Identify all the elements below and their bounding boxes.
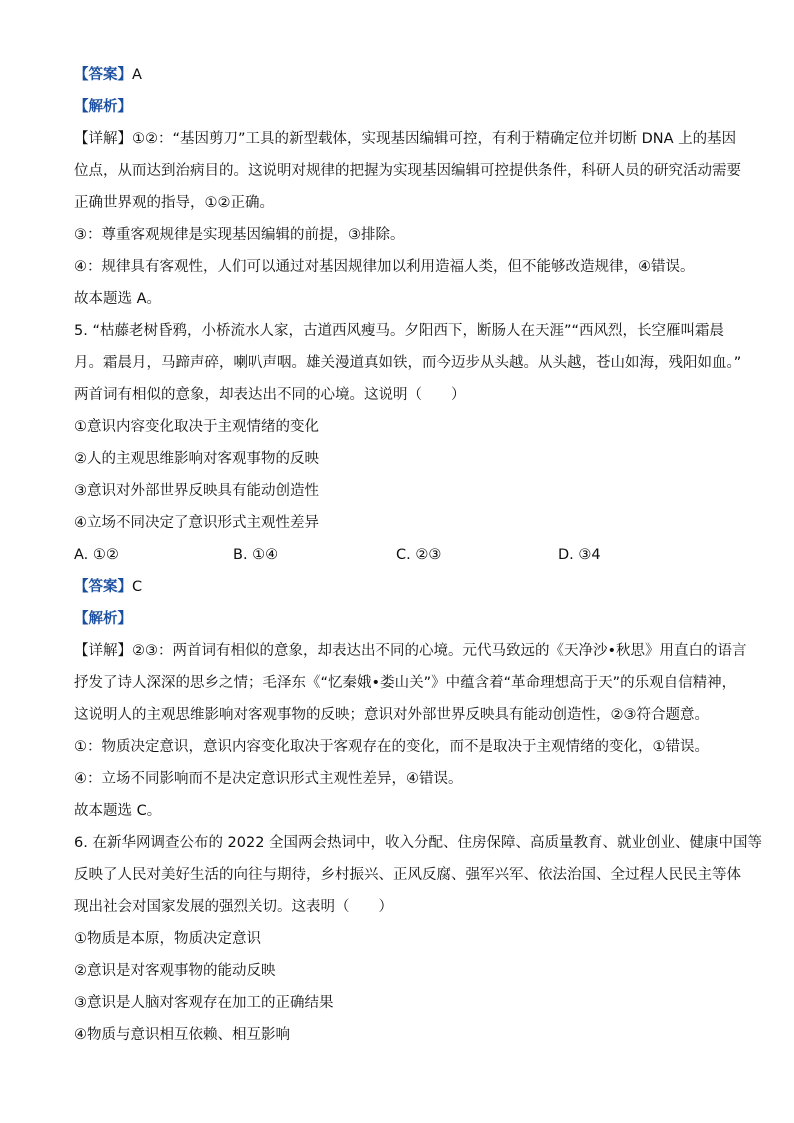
q6-stem-line1: 6. 在新华网调查公布的 2022 全国两会热词中，收入分配、住房保障、高质量教育、就业创业、健康中国等 — [74, 835, 763, 851]
q5-detail-line2: 抒发了诗人深深的思乡之情；毛泽东《“忆秦娥•娄山关”》中蕴含着“革命理想高于天”的乐观自信精神， — [74, 675, 737, 691]
q4-note4: ④：规律具有客观性，人们可以通过对基因规律加以利用造福人类，但不能够改造规律，④错误。 — [74, 259, 695, 275]
q5-detail-line3: 这说明人的主观思维影响对客观事物的反映；意识对外部世界反映具有能动创造性，②③符合题意。 — [74, 707, 709, 723]
analysis-tag: 【解析】 — [74, 99, 132, 115]
q5-note4: ④：立场不同影响而不是决定意识形式主观性差异，④错误。 — [74, 771, 463, 787]
q4-analysis-heading — [74, 97, 132, 117]
q5-option-d: D. ③4 — [558, 547, 601, 563]
detail-tag: 【详解】 — [74, 131, 132, 147]
q4-conclusion: 故本题选 A。 — [74, 291, 162, 307]
q5-conclusion: 故本题选 C。 — [74, 803, 162, 819]
q4-answer-line — [74, 65, 142, 85]
q5-detail-line1 — [74, 641, 747, 661]
q4-detail-line3: 正确世界观的指导，①②正确。 — [74, 195, 274, 211]
q4-detail-line1 — [74, 129, 736, 149]
detail-text: ②③：两首词有相似的意象，却表达出不同的心境。元代马致远的《天净沙•秋思》用直白的语言 — [132, 643, 747, 659]
q4-detail-line2: 位点，从而达到治病目的。这说明对规律的把握为实现基因编辑可控提供条件，科研人员的研究活动需要 — [74, 163, 741, 179]
q5-statement-1: ①意识内容变化取决于主观情绪的变化 — [74, 419, 319, 435]
analysis-tag: 【解析】 — [74, 611, 132, 627]
q5-note1: ①：物质决定意识，意识内容变化取决于客观存在的变化，而不是取决于主观情绪的变化，①错误。 — [74, 739, 709, 755]
q5-statement-3: ③意识对外部世界反映具有能动创造性 — [74, 483, 319, 499]
q6-statement-2: ②意识是对客观事物的能动反映 — [74, 963, 276, 979]
q6-statement-4: ④物质与意识相互依赖、相互影响 — [74, 1027, 290, 1043]
answer-tag: 【答案】 — [74, 67, 132, 83]
q5-analysis-heading — [74, 609, 132, 629]
q6-statement-1: ①物质是本原，物质决定意识 — [74, 931, 261, 947]
q4-note3: ③：尊重客观规律是实现基因编辑的前提，③排除。 — [74, 227, 405, 243]
q6-statement-3: ③意识是人脑对客观存在加工的正确结果 — [74, 995, 334, 1011]
q5-option-a: A. ①② — [74, 547, 119, 563]
detail-tag: 【详解】 — [74, 643, 132, 659]
answer-value: A — [132, 67, 142, 83]
answer-tag: 【答案】 — [74, 579, 132, 595]
q5-stem-line1: 5. “枯藤老树昏鸦，小桥流水人家，古道西风瘦马。夕阳西下，断肠人在天涯”“西风烈，长空雁叫霜晨 — [74, 323, 724, 339]
q5-answer-line — [74, 577, 142, 597]
q5-option-b: B. ①④ — [233, 547, 279, 563]
q6-stem-line3: 现出社会对国家发展的强烈关切。这表明（ ） — [74, 899, 393, 915]
q5-statement-4: ④立场不同决定了意识形式主观性差异 — [74, 515, 319, 531]
q5-statement-2: ②人的主观思维影响对客观事物的反映 — [74, 451, 319, 467]
q5-stem-line3: 两首词有相似的意象，却表达出不同的心境。这说明（ ） — [74, 387, 466, 403]
answer-value: C — [132, 579, 143, 595]
q6-stem-line2: 反映了人民对美好生活的向往与期待，乡村振兴、正风反腐、强军兴军、依法治国、全过程人民民主等体 — [74, 867, 741, 883]
q5-option-c: C. ②③ — [396, 547, 442, 563]
detail-text: ①②：“基因剪刀”工具的新型载体，实现基因编辑可控，有利于精确定位并切断 DNA 上的基因 — [132, 131, 737, 147]
q5-stem-line2: 月。霜晨月，马蹄声碎，喇叭声咽。雄关漫道真如铁，而今迈步从头越。从头越，苍山如海，残阳如血。” — [74, 355, 742, 371]
